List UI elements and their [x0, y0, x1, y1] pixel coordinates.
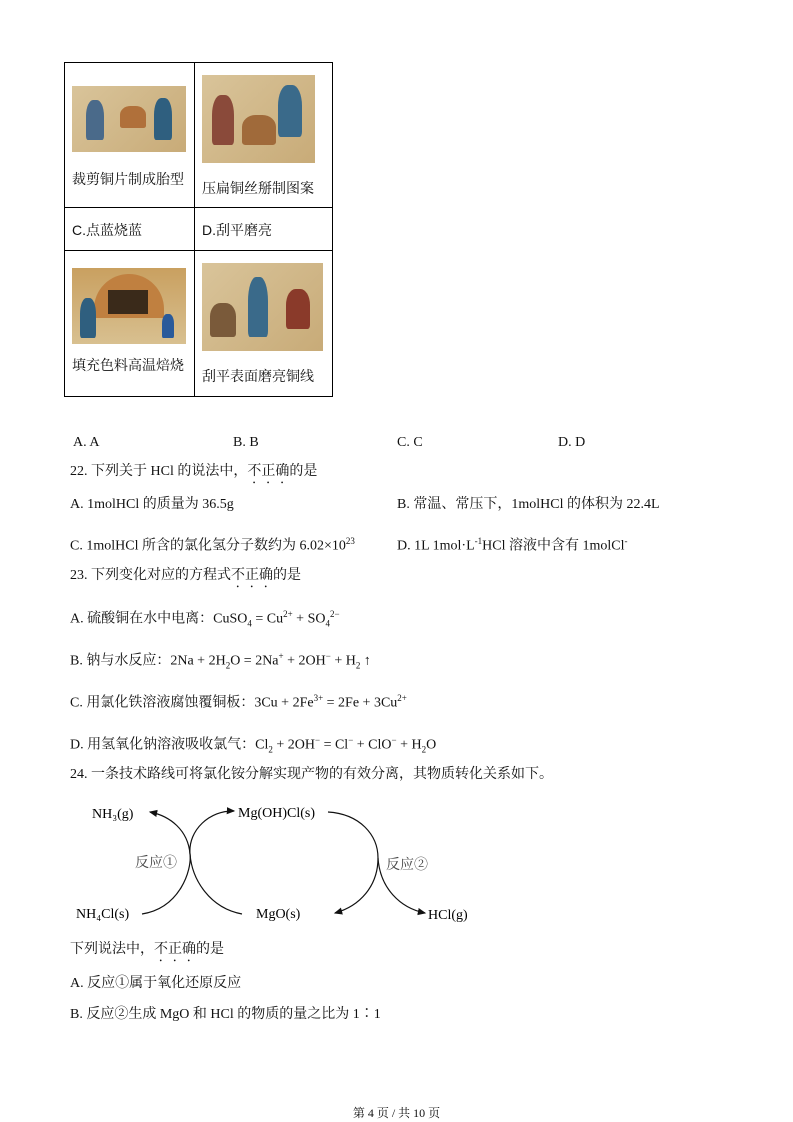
- caption: C.点蓝烧蓝: [72, 222, 142, 238]
- exponent: -1: [474, 536, 483, 546]
- stem-text: 22. 下列关于 HCl 的说法中，: [70, 464, 248, 479]
- emphasis-text: 不正确: [231, 568, 273, 583]
- charge: -: [624, 536, 628, 546]
- caption: 刮平表面磨亮铜线: [202, 368, 314, 384]
- option-label: D. 用氢氧化钠溶液吸收氯气：: [70, 737, 256, 753]
- q24-stem: 24. 一条技术路线可将氯化铵分解实现产物的有效分离，其物质转化关系如下。: [70, 767, 553, 782]
- q23-stem: [70, 567, 301, 591]
- table-cell: [65, 63, 195, 208]
- reaction2-label: 反应②: [386, 858, 428, 873]
- emphasis-text: 不正确: [154, 942, 196, 957]
- q23-option-d[interactable]: D. 用氢氧化钠溶液吸收氯气：$Cl_2 + 2OH^- = Cl^- + ClO^- + H_2O$: [70, 735, 437, 755]
- option-label: C. 用氯化铁溶液腐蚀覆铜板：: [70, 695, 255, 711]
- prompt-text: 下列说法中，: [70, 942, 154, 957]
- q21-option-a[interactable]: A. A: [73, 435, 100, 450]
- caption: 裁剪铜片制成胎型: [72, 171, 184, 187]
- table-cell: [195, 208, 333, 251]
- hcl-label: HCl(g): [428, 908, 468, 923]
- q21-option-d[interactable]: D. D: [558, 435, 586, 450]
- stem-text: 的是: [289, 464, 318, 479]
- q22-option-c[interactable]: [70, 532, 355, 556]
- mgohcl-label: Mg(OH)Cl(s): [238, 806, 315, 821]
- option-label: B. 钠与水反应：: [70, 653, 171, 669]
- nh4cl-label: NH₄Cl(s): [76, 907, 130, 922]
- conversion-diagram: [60, 790, 500, 930]
- stem-text: 的是: [273, 568, 301, 583]
- arrow: [190, 811, 242, 914]
- option-text: C. 1molHCl 所含的氯化氢分子数约为 6.02×10: [70, 538, 346, 554]
- exponent: 23: [345, 536, 355, 546]
- q22-stem: [70, 463, 317, 487]
- q21-option-b[interactable]: B. B: [233, 435, 259, 450]
- table-cell: [195, 251, 333, 397]
- page-footer: 第 4 页 / 共 10 页: [352, 1106, 441, 1120]
- q22-option-d[interactable]: [397, 532, 628, 556]
- q24-prompt: [70, 941, 224, 965]
- q23-option-c[interactable]: C. 用氯化铁溶液腐蚀覆铜板：$3Cu + 2Fe^{3+} = 2Fe + 3Cu^{2+}$: [70, 693, 407, 711]
- option-text: D. 1L 1mol·L: [397, 538, 475, 554]
- emphasis-text: 不正确: [247, 464, 290, 479]
- q24-option-b[interactable]: B. 反应②生成 MgO 和 HCl 的物质的量之比为 1∶1: [70, 1007, 381, 1022]
- table-cell: [195, 63, 333, 208]
- q22-option-b[interactable]: B. 常温、常压下，1molHCl 的体积为 22.4L: [397, 497, 660, 512]
- enamel-process-table: [64, 62, 333, 397]
- nh3-label: NH₃(g): [92, 807, 134, 822]
- caption: 填充色料高温焙烧: [72, 357, 184, 373]
- q21-option-c[interactable]: C. C: [397, 435, 423, 450]
- polishing-painting: [202, 263, 323, 351]
- prompt-text: 的是: [196, 942, 224, 957]
- caption: 压扁铜丝掰制图案: [202, 180, 314, 196]
- mgo-label: MgO(s): [256, 907, 301, 922]
- cutting-copper-painting: [72, 86, 186, 152]
- caption: D.刮平磨亮: [202, 222, 272, 238]
- option-text: HCl 溶液中含有 1molCl: [482, 538, 625, 554]
- q23-option-b[interactable]: B. 钠与水反应：$2Na + 2H_2O = 2Na^+ + 2OH^- + H_2$ ↑: [70, 651, 371, 671]
- table-cell: [65, 208, 195, 251]
- reaction1-label: 反应①: [135, 856, 177, 871]
- option-label: A. 硫酸铜在水中电离：: [70, 611, 214, 627]
- stem-text: 23. 下列变化对应的方程式: [70, 568, 231, 583]
- q24-option-a[interactable]: A. 反应①属于氧化还原反应: [70, 976, 242, 991]
- kiln-firing-painting: [72, 268, 186, 344]
- q23-option-a[interactable]: A. 硫酸铜在水中电离：CuSO$_4$ = $Cu^{2+} + SO_4^{2-}$: [70, 609, 340, 629]
- arrow: [328, 812, 378, 913]
- q22-option-a[interactable]: A. 1molHCl 的质量为 36.5g: [70, 497, 234, 512]
- table-cell: [65, 251, 195, 397]
- copper-wire-painting: [202, 75, 315, 163]
